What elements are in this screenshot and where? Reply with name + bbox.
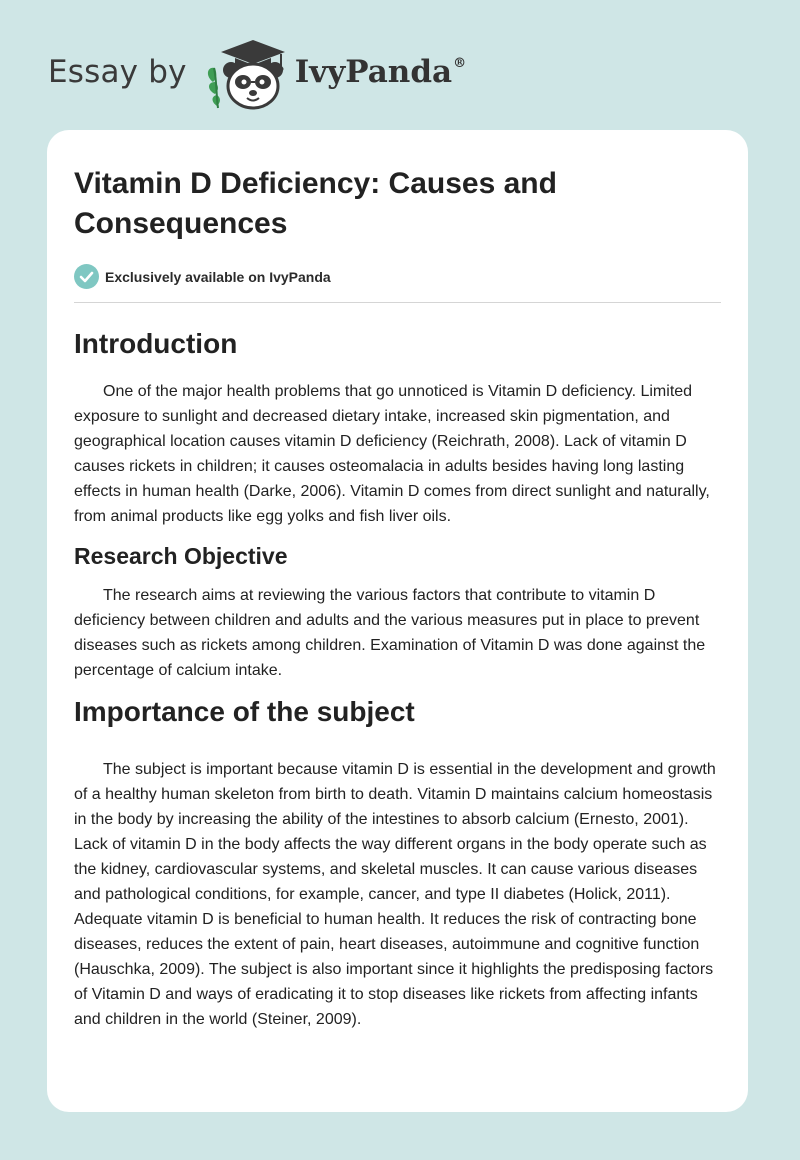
registered-mark: ® bbox=[453, 56, 467, 71]
section-heading-introduction: Introduction bbox=[74, 328, 238, 359]
check-circle-icon bbox=[74, 264, 99, 289]
site-header bbox=[48, 30, 466, 114]
brand-name[interactable] bbox=[295, 54, 466, 90]
section-paragraph-importance: The subject is important because vitamin D is essential in the development and growth of a healthy human skeleton from birth to death. Vitamin D maintains calcium homeostasis in the body by increasing the ability of the intestines to absorb calcium (Ernesto, 2001). Lack of vitamin D in the body affects the way different organs in the body operate such as the kidney, cardiovascular systems, and skeletal muscles. It can cause various diseases and pathological conditions, for example, cancer, and type II diabetes (Holick, 2011). Adequate vitamin D is beneficial to human health. It reduces the risk of contracting bone diseases, reduces the extent of pain, heart diseases, autoimmune and cognitive function (Hauschka, 2009). The subject is also important since it highlights the predisposing factors of Vitamin D and ways of eradicating it to stop diseases like rickets from affecting infants and children in the world (Steiner, 2009). bbox=[74, 761, 716, 1028]
exclusive-badge-label: Exclusively available on IvyPanda bbox=[105, 268, 331, 285]
brand-name-text: IvyPanda bbox=[294, 54, 453, 90]
ivypanda-logo-icon[interactable] bbox=[199, 32, 291, 112]
section-heading-research-objective: Research Objective bbox=[74, 543, 288, 569]
section-heading-importance: Importance of the subject bbox=[74, 696, 415, 727]
section-paragraph-introduction: One of the major health problems that go unnoticed is Vitamin D deficiency. Limited exposure to sunlight and decreased dietary intake, increased skin pigmentation, and geographical location causes vitamin D deficiency (Reichrath, 2008). Lack of vitamin D causes rickets in children; it causes osteomalacia in adults besides having long lasting effects in human health (Darke, 2006). Vitamin D comes from direct sunlight and naturally, from animal products like egg yolks and fish liver oils. bbox=[74, 383, 710, 525]
essay-by-label: Essay by bbox=[48, 54, 187, 90]
essay-card bbox=[47, 130, 748, 1112]
exclusive-badge bbox=[74, 264, 721, 289]
page-title: Vitamin D Deficiency: Causes and Consequences bbox=[74, 167, 557, 240]
section-paragraph-research-objective: The research aims at reviewing the various factors that contribute to vitamin D deficiency between children and adults and the various measures put in place to prevent diseases such as rickets among children. Examination of Vitamin D was done against the percentage of calcium intake. bbox=[74, 587, 706, 679]
divider bbox=[74, 302, 721, 303]
